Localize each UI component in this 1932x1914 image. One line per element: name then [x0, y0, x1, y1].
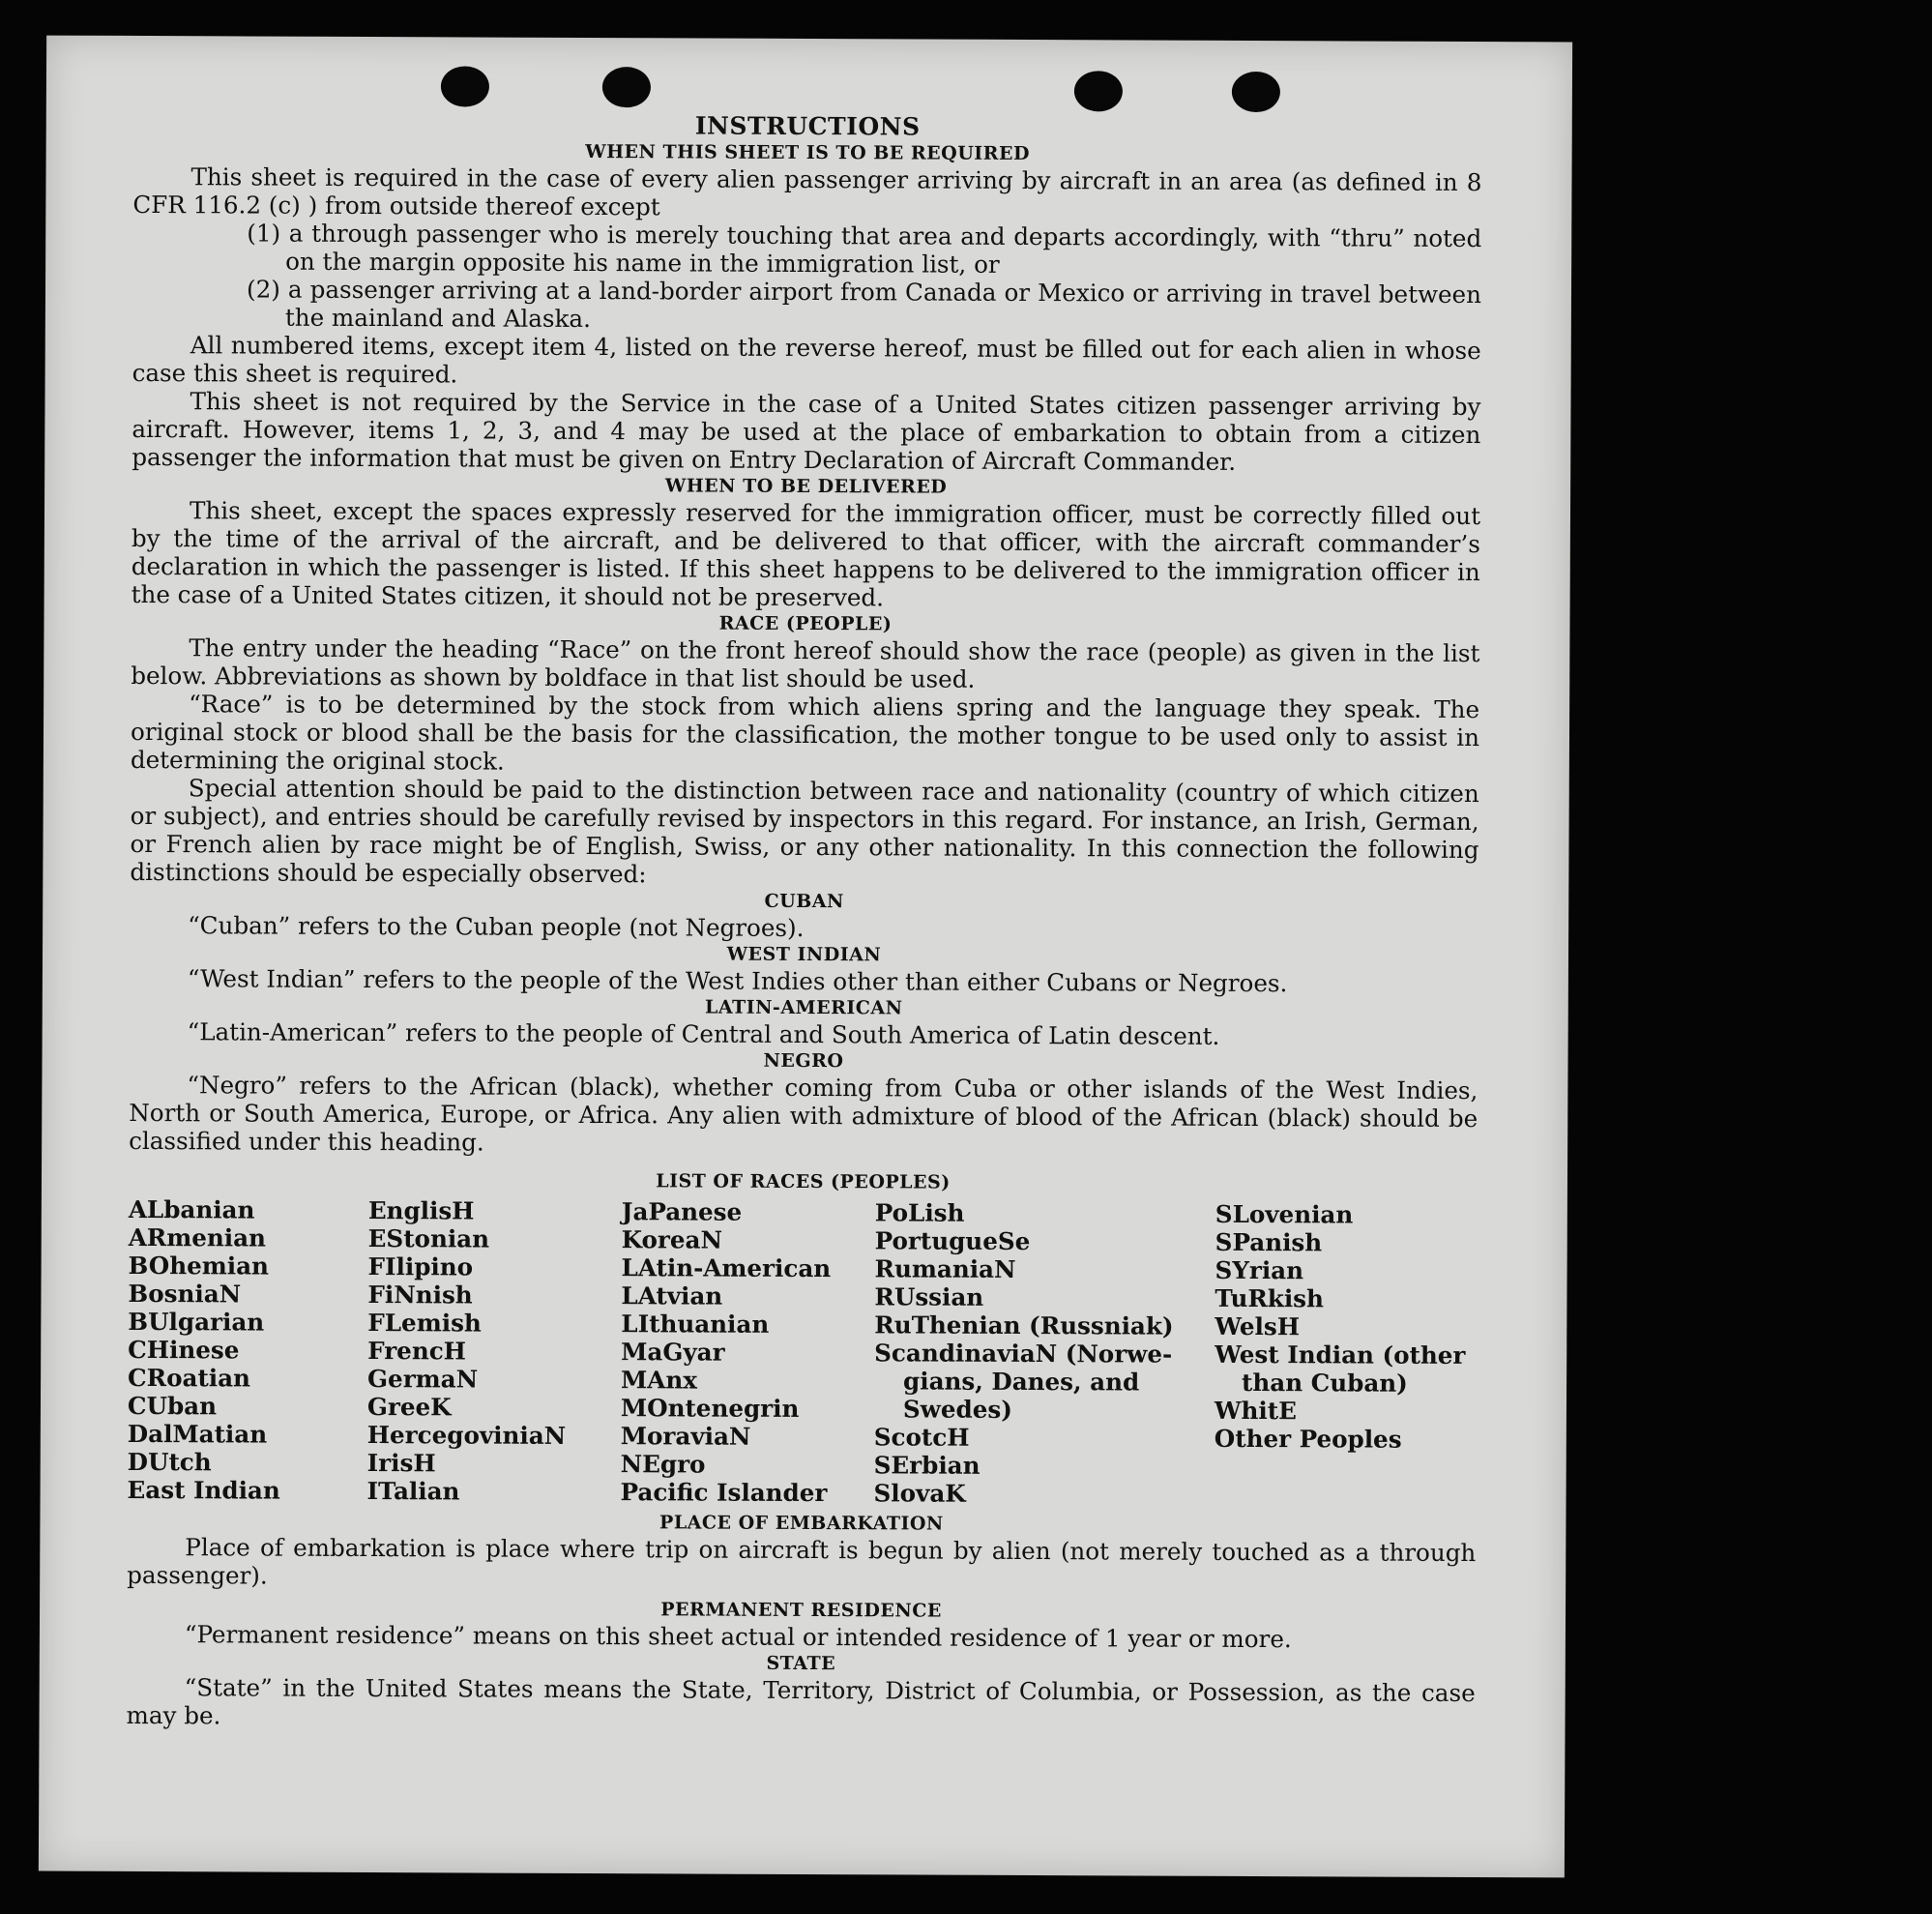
race-entry: FLemish — [367, 1309, 482, 1338]
races-column — [1215, 1200, 1478, 1510]
race-entry: SYrian — [1215, 1255, 1304, 1285]
paragraph: “Cuban” refers to the Cuban people (not Negroes). — [188, 911, 805, 942]
race-entry: PortugueSe — [874, 1226, 1031, 1256]
paragraph: Place of embarkation is place where trip on aircraft is begun by alien (not merely touched as a through passenger). — [127, 1533, 1477, 1590]
paragraph: “Race” is to be determined by the stock from which aliens spring and the language they speak. The original stock or blood shall be the basis for the classification, the mother tongue to be used only to assist in determining the original stock. — [130, 690, 1480, 776]
race-entry: PoLish — [874, 1198, 965, 1227]
punch-hole — [602, 67, 651, 107]
race-entry: DalMatian — [127, 1419, 268, 1449]
paragraph: Special attention should be paid to the distinction between race and nationality (country of which citizen or subject), and entries should be carefully revised by inspectors in this regard. For instance, an Irish, German, or French alien by race might be of English, Swiss, or any other nationality. In this connection the following distinctions should be especially observed: — [130, 774, 1479, 889]
paragraph: “State” in the United States means the State, Territory, District of Columbia, or Possession, as the case may be. — [126, 1673, 1476, 1730]
race-entry: MaGyar — [621, 1338, 725, 1367]
section-title: WEST INDIAN — [726, 943, 882, 966]
race-entry: EStonian — [367, 1224, 490, 1253]
race-entry: WelsH — [1215, 1311, 1301, 1341]
race-entry: ScandinaviaN (Norwe- — [874, 1339, 1173, 1369]
races-column — [874, 1198, 1215, 1509]
race-entry: LAtvian — [621, 1281, 723, 1310]
race-entry: FrencH — [367, 1337, 467, 1366]
section-title: NEGRO — [763, 1049, 844, 1073]
race-entry: BUlgarian — [128, 1307, 265, 1337]
paragraph: This sheet is not required by the Service in the case of a United States citizen passenger arriving by aircraft. However, items 1, 2, 3, and 4 may be used at the place of embarkation to obtain from a citizen passenger the information that must be given on Entry Declaration of Aircraft Commander. — [132, 387, 1481, 476]
page-title: INSTRUCTIONS — [694, 111, 921, 141]
race-entry: HercegoviniaN — [366, 1421, 567, 1450]
race-entry: RUssian — [874, 1282, 984, 1311]
paragraph: The entry under the heading “Race” on the front hereof should show the race (people) as given in the list below. Abbreviations as shown by boldface in that list should be used. — [131, 633, 1480, 693]
paragraph: All numbered items, except item 4, listed on the reverse hereof, must be filled out for each alien in whose case this sheet is required. — [132, 331, 1481, 389]
paragraph: This sheet, except the spaces expressly reserved for the immigration officer, must be correctly filled out by the time of the arrival of the aircraft, and be delivered to that officer, with the aircraft commander’s declaration in which the passenger is listed. If this sheet happens to be delivered to the immigration officer in the case of a United States citizen, it should not be preserved. — [131, 496, 1481, 612]
race-entry: West Indian (other — [1215, 1340, 1466, 1369]
race-entry: FIlipino — [367, 1252, 474, 1281]
race-entry: Other Peoples — [1214, 1424, 1402, 1454]
race-entry: SLovenian — [1215, 1199, 1354, 1229]
section-title: RACE (PEOPLE) — [718, 612, 893, 635]
paragraph: “West Indian” refers to the people of the West Indies other than either Cubans or Negroes. — [187, 964, 1288, 998]
list-item: (1) a through passenger who is merely touching that area and departs accordingly, with “thru” noted on the margin opposite his name in the immigration list, or — [247, 219, 1482, 279]
race-entry: GreeK — [366, 1393, 452, 1422]
paragraph: “Latin-American” refers to the people of Central and South America of Latin descent. — [187, 1017, 1220, 1050]
race-entry: ALbanian — [128, 1194, 255, 1224]
race-entry: CRoatian — [128, 1363, 251, 1393]
section-title: PERMANENT RESIDENCE — [660, 1599, 942, 1622]
race-entry: East Indian — [127, 1475, 280, 1505]
race-entry: gians, Danes, and — [903, 1367, 1140, 1397]
race-entry: RuThenian (Russniak) — [874, 1310, 1174, 1340]
section-title: WHEN THIS SHEET IS TO BE REQUIRED — [585, 140, 1030, 165]
races-column — [128, 1195, 368, 1505]
race-entry: ARmenian — [128, 1222, 267, 1252]
race-entry: GermaN — [367, 1365, 479, 1394]
race-entry: MOntenegrin — [620, 1394, 800, 1423]
race-entry: than Cuban) — [1242, 1368, 1408, 1398]
paragraph: “Negro” refers to the African (black), whether coming from Cuba or other islands of the West Indies, North or South America, Europe, or Africa. Any alien with admixture of blood of the African (black) should be classified under this heading. — [129, 1071, 1478, 1157]
race-entry: SlovaK — [873, 1479, 966, 1508]
race-entry: ScotcH — [873, 1423, 970, 1452]
race-entry: RumaniaN — [874, 1254, 1016, 1283]
race-entry: ITalian — [366, 1477, 460, 1506]
race-entry: TuRkish — [1215, 1283, 1325, 1313]
list-item: (2) a passenger arriving at a land-border airport from Canada or Mexico or arriving in travel between the mainland and Alaska. — [246, 275, 1482, 334]
race-entry: NEgro — [620, 1450, 706, 1479]
punch-hole — [1232, 72, 1280, 112]
race-entry: LAtin-American — [621, 1253, 832, 1283]
section-title: LIST OF RACES (PEOPLES) — [656, 1170, 951, 1193]
section-title: LATIN-AMERICAN — [704, 996, 903, 1019]
race-entry: KoreaN — [621, 1225, 723, 1254]
instructions-body — [127, 109, 1482, 1735]
race-entry: JaPanese — [621, 1197, 743, 1226]
document-sheet — [39, 36, 1572, 1878]
section-title: WHEN TO BE DELIVERED — [664, 475, 948, 498]
race-entry: EnglisH — [367, 1196, 475, 1225]
race-entry: BOhemian — [128, 1251, 270, 1281]
race-entry: FiNnish — [367, 1281, 473, 1310]
races-list — [128, 1195, 1478, 1510]
punch-hole — [441, 66, 489, 106]
race-entry: DUtch — [127, 1447, 212, 1477]
race-entry: BosniaN — [128, 1279, 242, 1309]
race-entry: Swedes) — [902, 1395, 1012, 1424]
section-title: PLACE OF EMBARKATION — [659, 1512, 944, 1535]
race-entry: Pacific Islander — [620, 1478, 828, 1508]
race-entry: IrisH — [366, 1449, 436, 1478]
section-title: STATE — [766, 1652, 836, 1675]
race-entry: WhitE — [1214, 1396, 1297, 1426]
paragraph: “Permanent residence” means on this sheet actual or intended residence of 1 year or more. — [184, 1620, 1292, 1654]
race-entry: MAnx — [621, 1366, 698, 1395]
paragraph: This sheet is required in the case of every alien passenger arriving by aircraft in an area (as defined in 8 CFR 116.2 (c) ) from outside thereof except — [132, 162, 1482, 221]
section-title: CUBAN — [764, 890, 844, 913]
punch-hole — [1074, 71, 1123, 111]
races-column — [367, 1196, 622, 1506]
race-entry: SPanish — [1215, 1227, 1323, 1257]
race-entry: SErbian — [873, 1451, 981, 1480]
race-entry: CHinese — [128, 1335, 240, 1365]
race-entry: MoraviaN — [620, 1422, 751, 1451]
races-column — [621, 1197, 875, 1507]
race-entry: LIthuanian — [621, 1310, 770, 1339]
race-entry: CUban — [127, 1391, 218, 1421]
